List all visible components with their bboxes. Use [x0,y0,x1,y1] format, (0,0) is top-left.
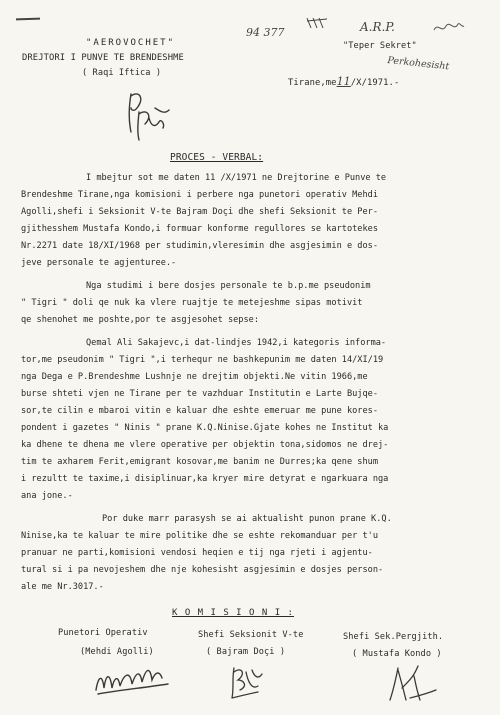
member-name: ( Mustafa Kondo ) [352,649,442,659]
body-line: Qemal Ali Sakajevc,i dat-lindjes 1942,i kategoris informa- [86,338,387,348]
handwritten-arp: A.R.P. [360,20,395,34]
body-line: ana jone.- [21,491,73,501]
signature-mehdi-agolli [92,660,172,700]
body-line: Por duke marr parasysh se ai aktualisht punon prane K.Q. [102,514,392,524]
org-name: "AEROVOCHET" [86,38,176,48]
place-date-day: 11 [336,75,351,88]
secret-classification: "Teper Sekret" [343,41,417,51]
directorate-name: DREJTORI I PUNVE TE BRENDESHME [22,53,184,63]
body-line: ka dhene te dhena me vlere operative per objektin tona,sidomos ne drej- [21,440,389,450]
body-line: " Tigri " doli qe nuk ka vlere ruajtje te metejeshme sipas motivit [21,298,363,308]
body-line: Agolli,shefi i Seksionit V-te Bajram Doçi dhe shefi Seksionit te Per- [21,207,378,217]
member-role: Shefi Sek.Pergjith. [343,632,444,642]
body-line: pranuar ne parti,komisioni vendosi heqien e tij nga rjeti i agjentu- [21,548,373,558]
body-line: tural si i pa nevojeshem dhe nje kohesisht asgjesimin e dosjes person- [21,565,384,575]
commission-heading: K O M I S I O N I : [172,608,294,618]
body-line: Brendeshme Tirane,nga komisioni i perbere nga punetori operativ Mehdi [21,190,378,200]
section-name: ( Raqi Iftica ) [82,68,162,78]
signature-mustafa-kondo [380,660,440,704]
body-line: Nr.2271 date 18/XI/1968 per studimin,vleresimin dhe asgjesimin e dos- [21,241,378,251]
body-line: qe shenohet me poshte,por te asgjesohet sepse: [21,315,259,325]
body-line: i rezultt te taxime,i disiplinuar,ka kryer mire detyrat e ngarkuara nga [21,474,389,484]
member-role: Punetori Operativ [58,628,148,638]
signature-bajram-doci [226,662,266,702]
handwritten-mark [305,16,331,33]
body-line: jeve personale te agjenturee.- [21,258,177,268]
corner-dash-mark [16,18,40,21]
handwritten-temporary-note: Perkohesisht [386,55,450,73]
body-line: Nga studimi i bere dosjes personale te b.p.me pseudonim [86,281,371,291]
body-line: nga Dega e P.Brendeshme Lushnje ne drejtim objekti.Ne vitin 1966,me [21,372,368,382]
body-line: sor,te cilin e mbaroi vitin e kaluar dhe eshte emeruar me pune kores- [21,406,378,416]
body-line: I mbejtur sot me daten 11 /X/1971 ne Drejtorine e Punve te [86,173,387,183]
document-title: PROCES - VERBAL: [170,152,264,163]
body-line: tor,me pseudonim " Tigri ",i terhequr ne bashkepunim me daten 14/XI/19 [21,355,384,365]
place-date [288,76,399,89]
place-date-prefix: Tirane,me [288,78,337,88]
member-name: (Mehdi Agolli) [80,647,154,657]
member-name: ( Bajram Doçi ) [206,647,286,657]
handwritten-scribble [432,20,466,39]
body-line: ale me Nr.3017.- [21,582,104,592]
handwritten-reference: 94 377 [246,26,285,39]
body-line: pondent i gazetes " Ninis " prane K.Q.Ninise.Gjate kohes ne Institut ka [21,423,389,433]
handwritten-initials-signature [125,88,171,143]
body-line: gjithesshem Mustafa Kondo,i formuar konforme regullores se kartotekes [21,224,378,234]
place-date-suffix: /X/1971.- [350,78,400,88]
body-line: burse shteti vjen ne Tirane per te vazhduar Institutin e Larte Bujqe- [21,389,378,399]
body-line: tim te axharem Ferit,emigrant kosovar,me banim ne Durres;ka qene shum [21,457,378,467]
body-line: Ninise,ka te kaluar te mire politike dhe se eshte rekomanduar per t'u [21,531,378,541]
member-role: Shefi Seksionit V-te [198,630,304,640]
